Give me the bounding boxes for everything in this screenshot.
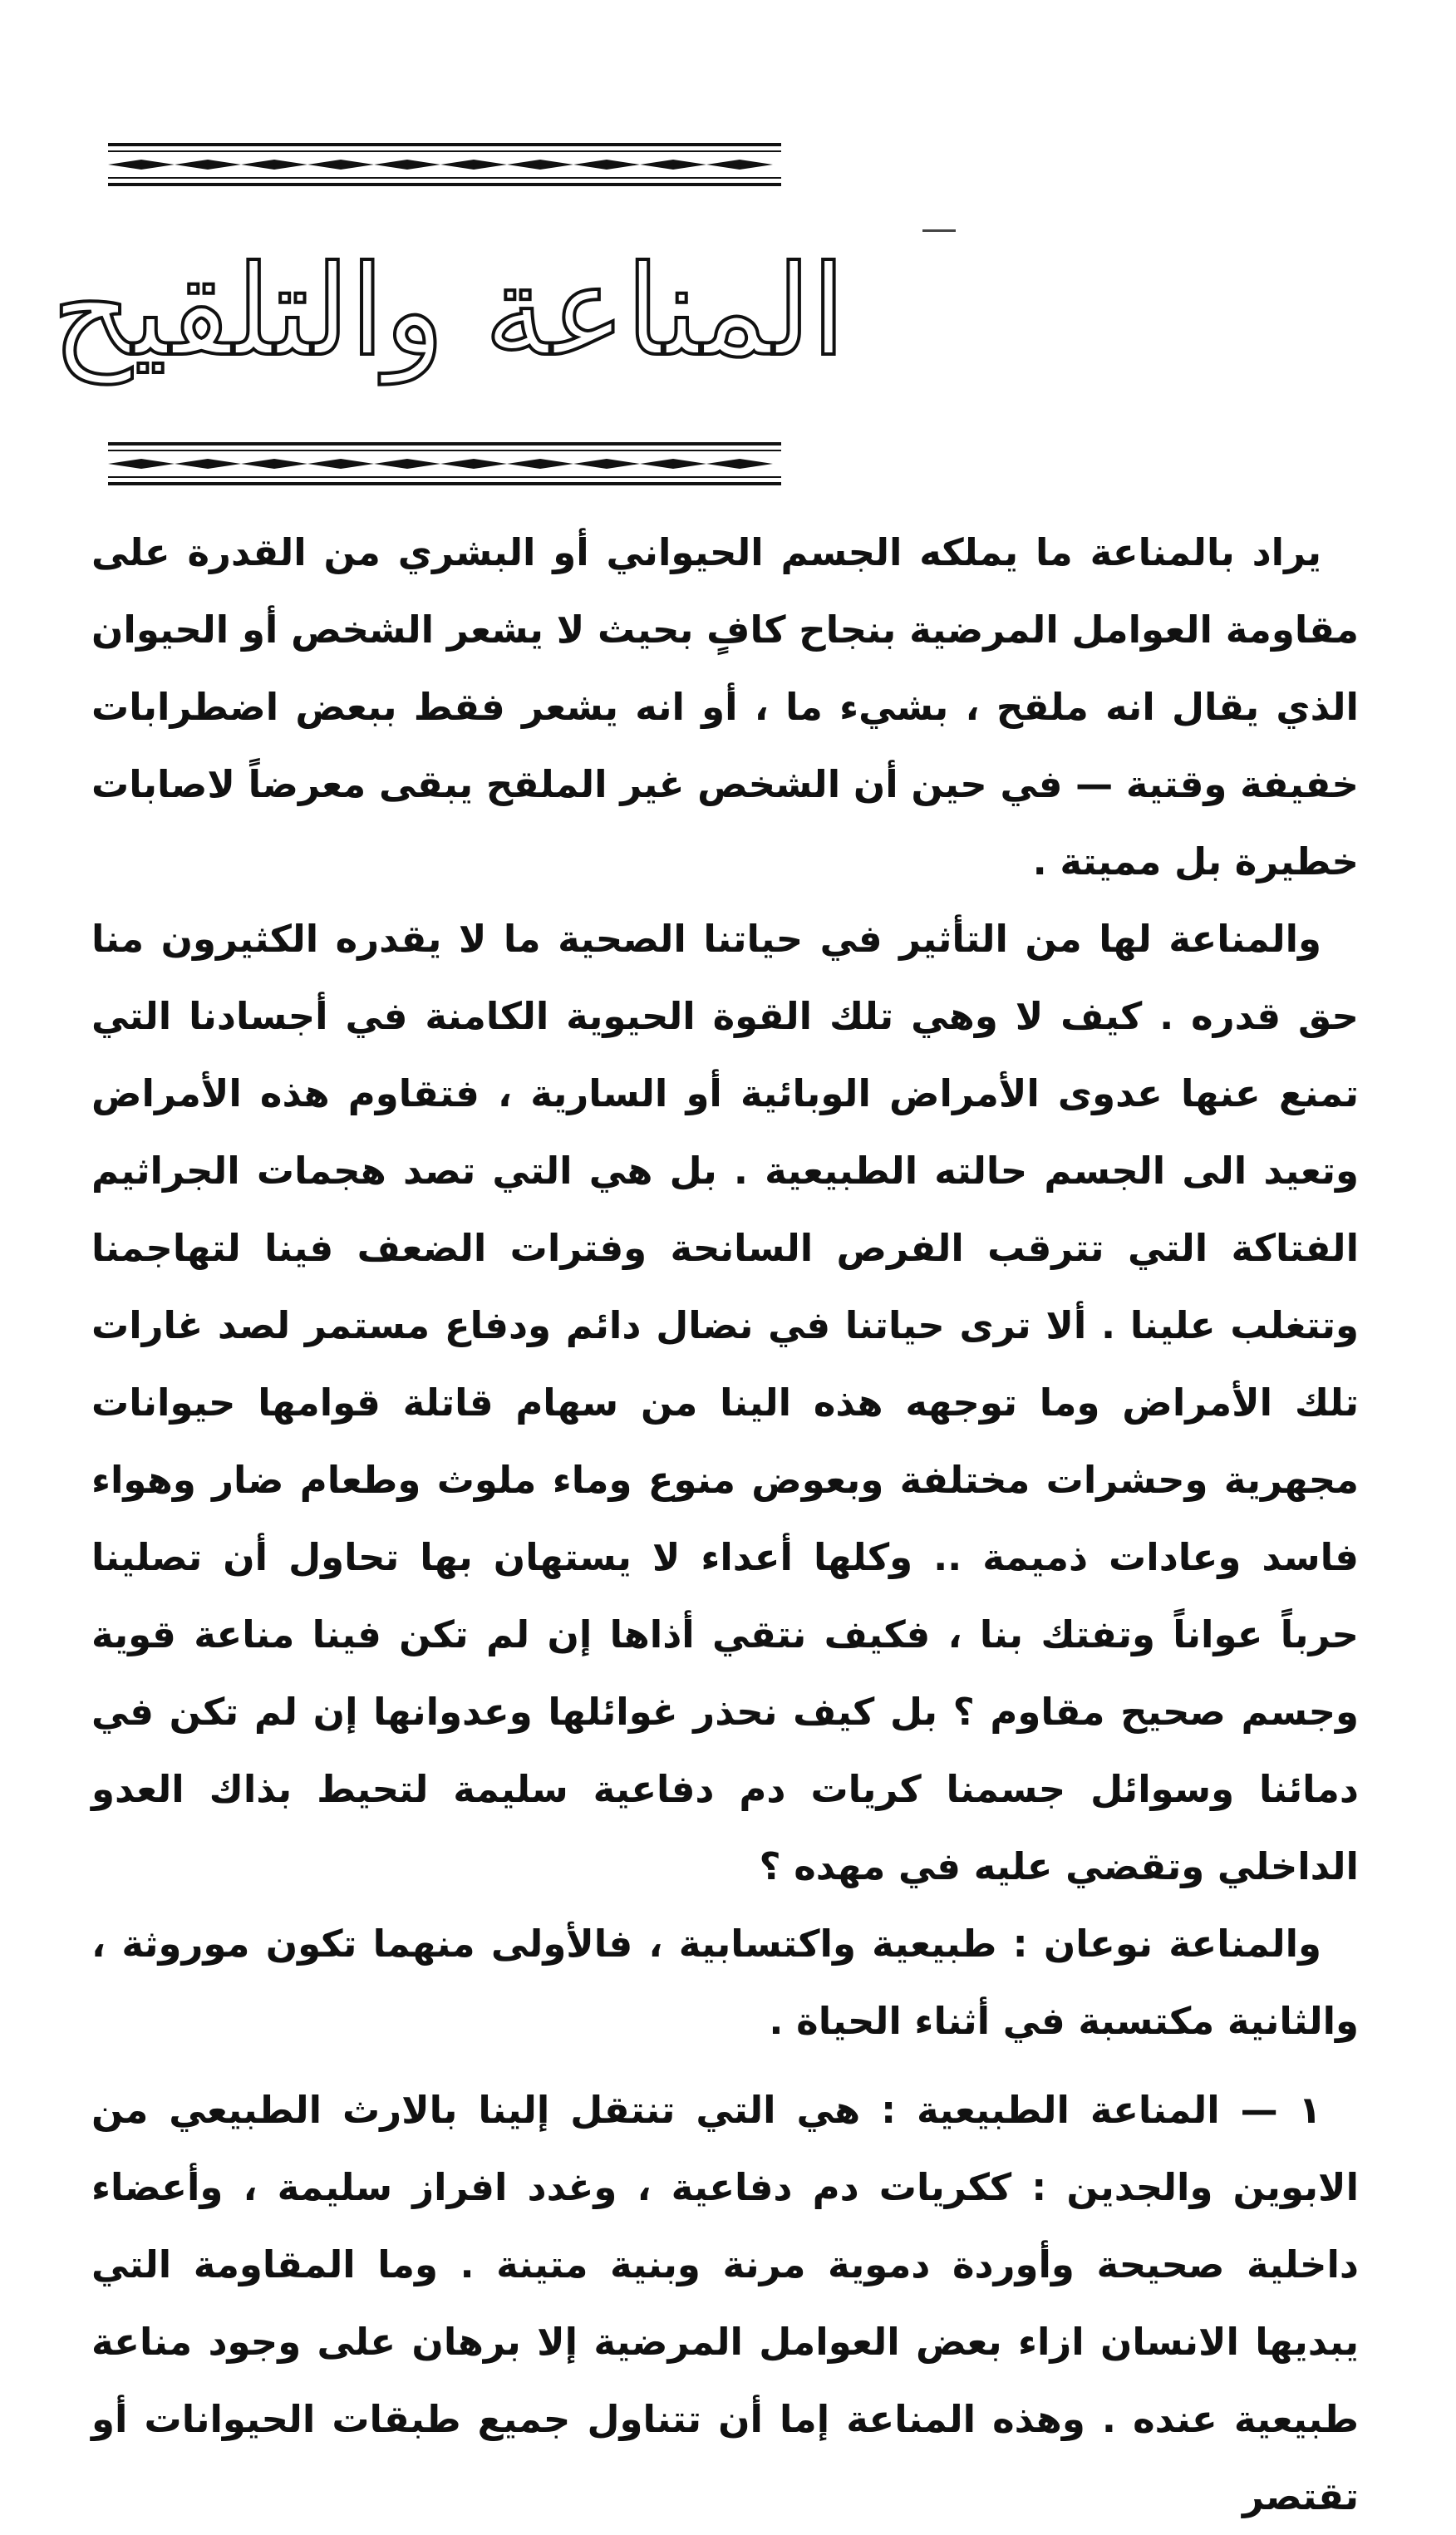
body-text xyxy=(91,514,1359,2535)
paragraph-importance: والمناعة لها من التأثير في حياتنا الصحية ما لا يقدره الكثيرون منا حق قدره . كيف لا وهي تلك القوة الحيوية الكامنة في أجسادنا التي تمنع عنها عدوى الأمراض الوبائية أو السارية ، فتقاوم هذه الأمراض وتعيد الى الجسم حالته الطبيعية . بل هي التي تصد هجمات الجراثيم الفتاكة التي تترقب الفرص السانحة وفترات الضعف فينا لتهاجمنا وتتغلب علينا . ألا ترى حياتنا في نضال دائم ودفاع مستمر لصد غارات تلك الأمراض وما توجهه هذه الينا من سهام قاتلة قوامها حيوانات مجهرية وحشرات مختلفة وبعوض منوع وماء ملوث وطعام ضار وهواء فاسد وعادات ذميمة .. وكلها أعداء لا يستهان بها تحاول أن تصلينا حرباً عواناً وتفتك بنا ، فكيف نتقي أذاها إن لم تكن فينا مناعة قوية وجسم صحيح مقاوم ؟ بل كيف نحذر غوائلها وعدوانها إن لم تكن في دمائنا وسوائل جسمنا كريات دم دفاعية سليمة لتحيط بذاك العدو الداخلي وتقضي عليه في مهده ؟ xyxy=(91,917,1359,1888)
paragraph-definition: يراد بالمناعة ما يملكه الجسم الحيواني أو البشري من القدرة على مقاومة العوامل المرضية بنجاح كافٍ بحيث لا يشعر الشخص أو الحيوان الذي يقال انه ملقح ، بشيء ما ، أو انه يشعر فقط ببعض اضطرابات خفيفة وقتية — في حين أن الشخص غير الملقح يبقى معرضاً لاصابات خطيرة بل مميتة . xyxy=(91,530,1359,884)
stray-print-mark xyxy=(922,229,956,232)
paragraph-natural-immunity: ١ — المناعة الطبيعية : هي التي تنتقل إلينا بالارث الطبيعي من الابوين والجدين : ككريات دم دفاعية ، وغدد افراز سليمة ، وأعضاء داخلية صحيحة وأوردة دموية مرنة وبنية متينة . وما المقاومة التي يبديها الانسان ازاء بعض العوامل المرضية إلا برهان على وجود مناعة طبيعية عنده . وهذه المناعة إما أن تتناول جميع طبقات الحيوانات أو تقتصر xyxy=(91,2088,1359,2518)
paragraph-types: والمناعة نوعان : طبيعية واكتسابية ، فالأولى منهما تكون موروثة ، والثانية مكتسبة في أثناء الحياة . xyxy=(91,1922,1359,2043)
page-title: المناعة والتلقيح xyxy=(52,239,846,384)
bottom-ornamental-rule xyxy=(108,439,781,489)
top-ornamental-rule xyxy=(108,140,781,190)
